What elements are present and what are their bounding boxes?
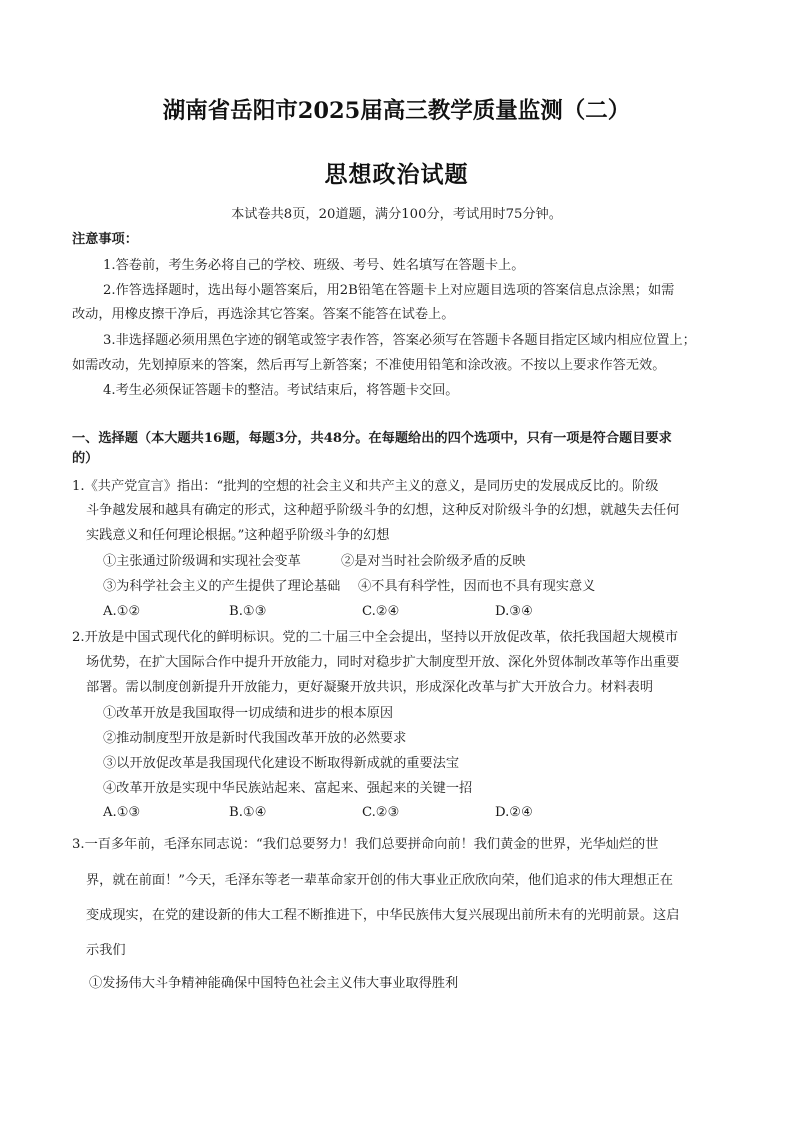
notice-item-3-cont: 如需改动，先划掉原来的答案，然后再写上新答案；不准使用铅笔和涂改液。不按以上要求作答无效。 <box>72 358 666 373</box>
question-3-stem: 3.一百多年前，毛泽东同志说：“我们总要努力！我们总要拼命向前！我们黄金的世界，光华灿烂的世 <box>72 837 659 852</box>
section-heading-cont: 的） <box>72 451 99 466</box>
notice-item-4: 4.考生必须保证答题卡的整洁。考试结束后，将答题卡交回。 <box>103 383 459 398</box>
notice-item-3: 3.非选择题必须用黑色字迹的钢笔或签字表作答，答案必须写在答题卡各题目指定区域内相应位置上； <box>103 333 696 348</box>
question-2-statement-4: ④改革开放是实现中华民族站起来、富起来、强起来的关键一招 <box>103 781 473 796</box>
section-heading: 一、选择题（本大题共16题，每题3分，共48分。在每题给出的四个选项中，只有一项是符合题目要求 <box>72 431 672 446</box>
question-3-stem-3: 变成现实，在党的建设新的伟大工程不断推进下，中华民族伟大复兴展现出前所未有的光明前景。这启 <box>86 908 680 923</box>
notice-item-2: 2.作答选择题时，选出每小题答案后，用2B铅笔在答题卡上对应题目选项的答案信息点涂黑；如需 <box>103 283 675 298</box>
question-1-statement-4: ④不具有科学性，因而也不具有现实意义 <box>358 579 596 594</box>
notice-item-1: 1.答卷前，考生务必将自己的学校、班级、考号、姓名填写在答题卡上。 <box>103 258 525 273</box>
question-2-option-a[interactable]: A.①③ <box>103 805 141 820</box>
question-1-option-d[interactable]: D.③④ <box>495 604 533 619</box>
question-2-stem-2: 场优势，在扩大国际合作中提升开放能力，同时对稳步扩大制度型开放、深化外贸体制改革等作出重要 <box>86 655 680 670</box>
question-2-option-b[interactable]: B.①④ <box>229 805 267 820</box>
question-2-statement-1: ①改革开放是我国取得一切成绩和进步的根本原因 <box>103 706 394 721</box>
question-2-option-c[interactable]: C.②③ <box>362 805 400 820</box>
exam-info: 本试卷共8页，20道题，满分100分，考试用时75分钟。 <box>231 207 562 222</box>
page-title: 湖南省岳阳市2025届高三教学质量监测（二） <box>162 98 631 124</box>
question-3-statement-1: ①发扬伟大斗争精神能确保中国特色社会主义伟大事业取得胜利 <box>89 976 459 991</box>
question-2-option-d[interactable]: D.②④ <box>495 805 533 820</box>
question-1-stem: 1.《共产党宣言》指出：“批判的空想的社会主义和共产主义的意义，是同历史的发展成反比的。阶级 <box>72 479 659 494</box>
notice-item-2-cont: 改动，用橡皮擦干净后，再选涂其它答案。答案不能答在试卷上。 <box>72 307 455 322</box>
notice-heading: 注意事项： <box>72 232 138 247</box>
question-2-statement-3: ③以开放促改革是我国现代化建设不断取得新成就的重要法宝 <box>103 756 460 771</box>
question-1-stem-3: 实践意义和任何理论根据。”这种超乎阶级斗争的幻想 <box>86 528 390 543</box>
question-2-statement-2: ②推动制度型开放是新时代我国改革开放的必然要求 <box>103 731 407 746</box>
question-1-option-c[interactable]: C.②④ <box>362 604 400 619</box>
question-1-statement-1: ①主张通过阶级调和实现社会变革 <box>103 554 301 569</box>
question-3-stem-2: 界，就在前面！”今天，毛泽东等老一辈革命家开创的伟大事业正欣欣向荣，他们追求的伟大理想正在 <box>86 873 673 888</box>
question-1-statement-3: ③为科学社会主义的产生提供了理论基础 <box>103 579 341 594</box>
question-1-option-b[interactable]: B.①③ <box>229 604 267 619</box>
question-1-stem-2: 斗争越发展和越具有确定的形式，这种超乎阶级斗争的幻想，这种反对阶级斗争的幻想，就越失去任何 <box>86 503 680 518</box>
question-1-option-a[interactable]: A.①② <box>103 604 141 619</box>
question-2-stem: 2.开放是中国式现代化的鲜明标识。党的二十届三中全会提出，坚持以开放促改革，依托我国超大规模市 <box>72 630 679 645</box>
page-subtitle: 思想政治试题 <box>324 161 469 188</box>
question-3-stem-4: 示我们 <box>86 943 126 958</box>
question-1-statement-2: ②是对当时社会阶级矛盾的反映 <box>341 554 526 569</box>
question-2-stem-3: 部署。需以制度创新提升开放能力，更好凝聚开放共识，形成深化改革与扩大开放合力。材料表明 <box>86 680 654 695</box>
